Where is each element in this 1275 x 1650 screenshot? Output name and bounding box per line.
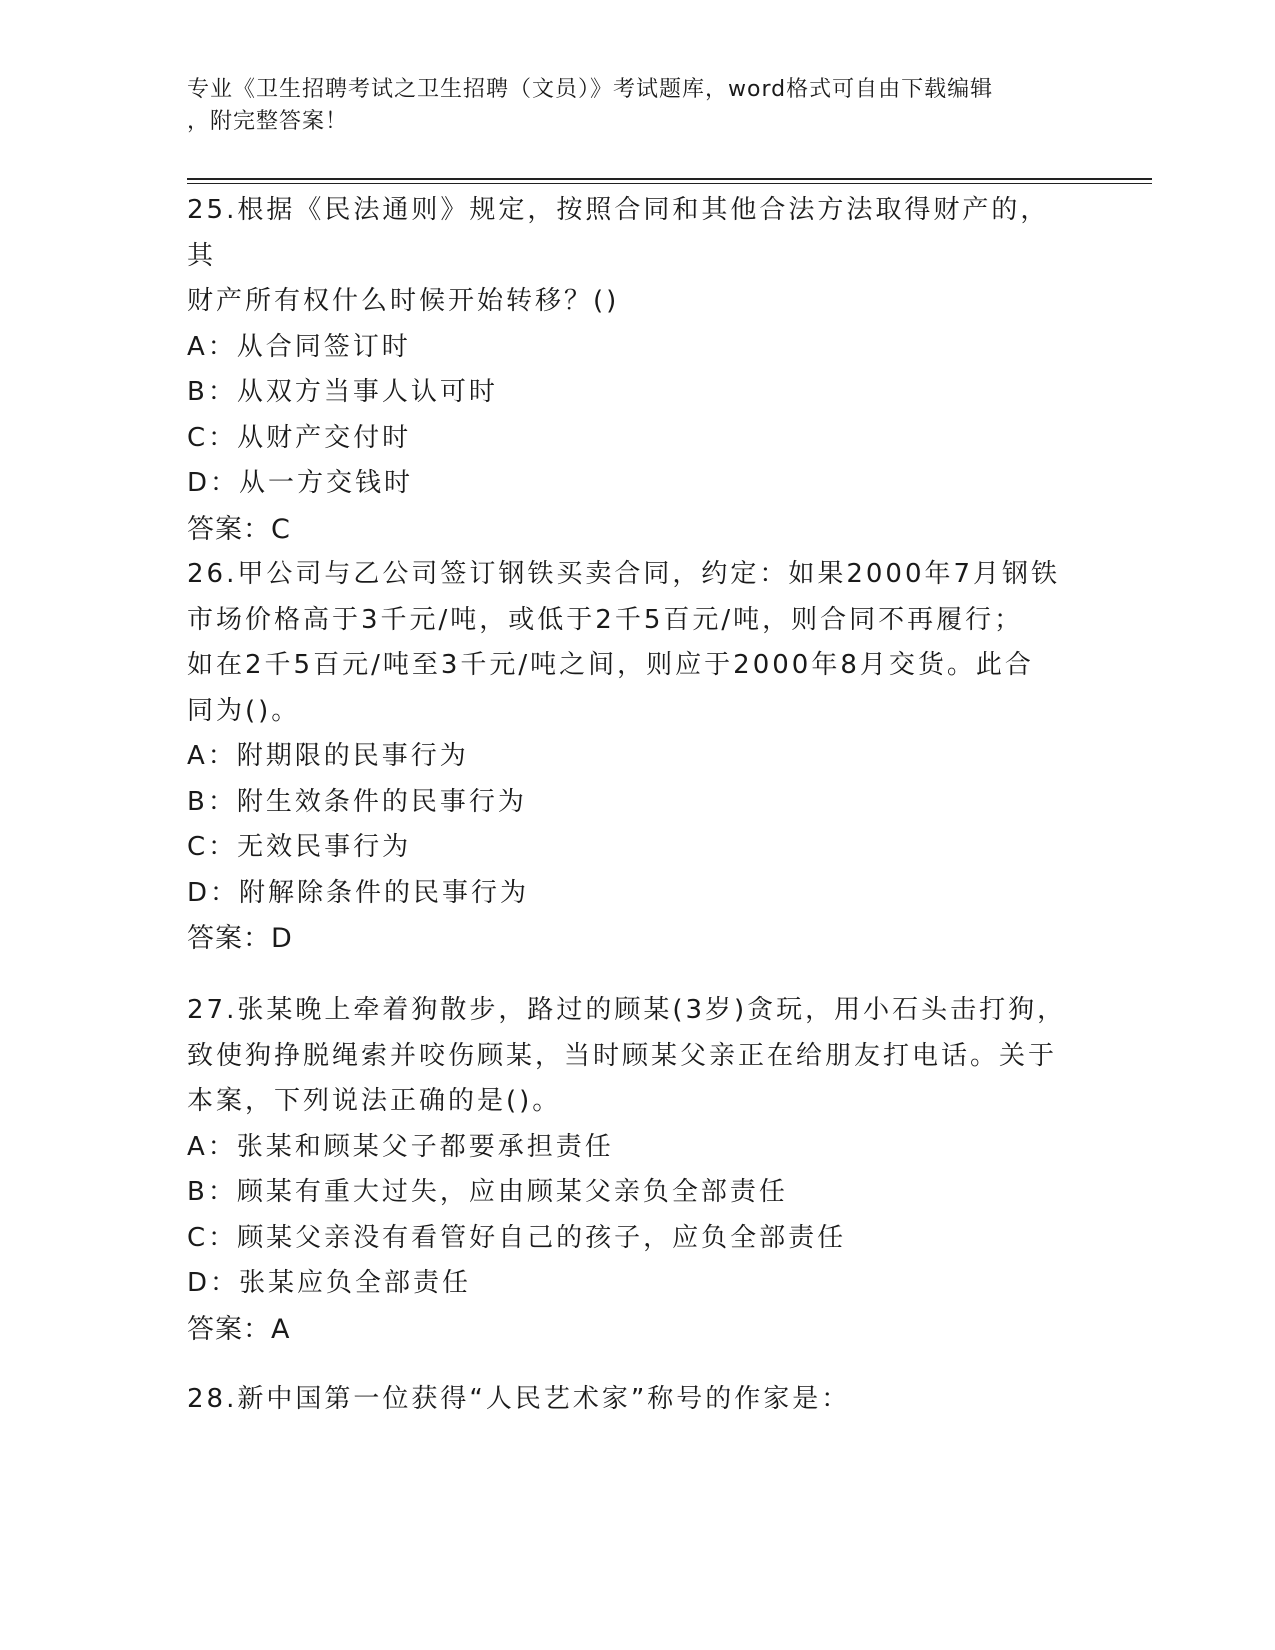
question-stem-line: 28.新中国第一位获得“人民艺术家”称号的作家是： [187,1384,851,1414]
option-c: C：从财产交付时 [187,422,412,453]
question-stem-line: 市场价格高于3千元/吨，或低于2千5百元/吨，则合同不再履行； [187,604,1024,635]
option-b: B：从双方当事人认可时 [187,377,498,407]
question-26 [187,552,1067,962]
option-b: B：顾某有重大过失，应由顾某父亲负全部责任 [187,1177,788,1207]
question-stem-line: 27.张某晚上牵着狗散步，路过的顾某(3岁)贪玩，用小石头击打狗， [187,995,1067,1025]
option-c: C：无效民事行为 [187,832,412,862]
question-stem-line: 25.根据《民法通则》规定，按照合同和其他合法方法取得财产的，其 [187,195,1050,271]
question-stem-line: 财产所有权什么时候开始转移？() [187,286,620,316]
option-d: D：张某应负全部责任 [187,1268,472,1298]
question-28 [187,1377,1067,1423]
option-d: D：从一方交钱时 [187,468,414,498]
header-line-2: ，附完整答案！ [187,109,349,134]
option-a: A：从合同签订时 [187,331,411,362]
option-a: A：附期限的民事行为 [187,741,469,771]
header-line-1: 专业《卫生招聘考试之卫生招聘（文员）》考试题库，word格式可自由下载编辑 [187,77,994,102]
question-25 [187,188,1067,552]
header-divider-top [187,178,1152,180]
document-header [187,74,1067,138]
question-stem-line: 同为()。 [187,695,301,726]
header-divider-bottom [187,183,1152,184]
answer-line: 答案：D [187,923,293,954]
question-stem-line: 本案，下列说法正确的是()。 [187,1086,562,1116]
option-c: C：顾某父亲没有看管好自己的孩子，应负全部责任 [187,1222,847,1253]
question-stem-line: 致使狗挣脱绳索并咬伤顾某，当时顾某父亲正在给朋友打电话。关于 [187,1040,1058,1071]
option-b: B：附生效条件的民事行为 [187,786,527,817]
option-a: A：张某和顾某父子都要承担责任 [187,1131,614,1162]
answer-line: 答案：A [187,1313,291,1345]
question-stem-line: 26.甲公司与乙公司签订钢铁买卖合同，约定：如果2000年7月钢铁 [187,559,1061,589]
answer-line: 答案：C [187,513,291,545]
question-27 [187,988,1067,1352]
option-d: D：附解除条件的民事行为 [187,877,530,908]
question-stem-line: 如在2千5百元/吨至3千元/吨之间，则应于2000年8月交货。此合 [187,650,1034,680]
